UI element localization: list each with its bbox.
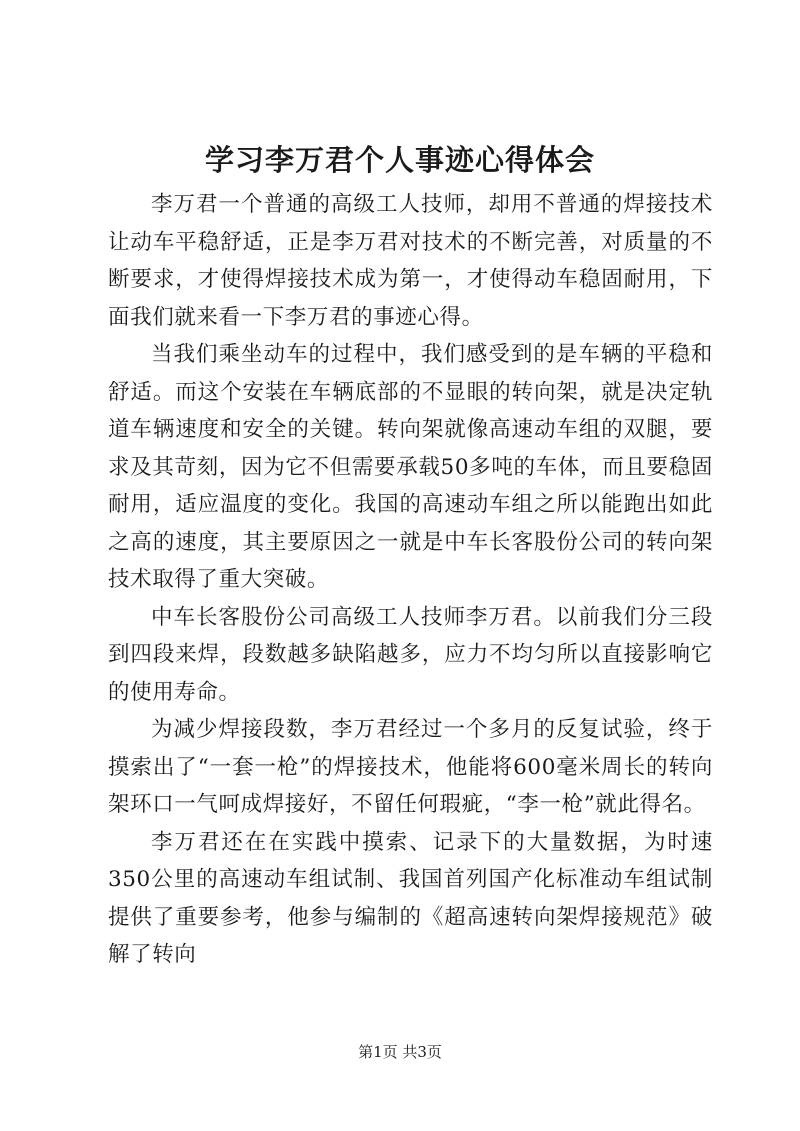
paragraph-4: 为减少焊接段数，李万君经过一个多月的反复试验，终于摸索出了“一套一枪”的焊接技术，他能将600毫米周长的转向架环口一气呵成焊接好，不留任何瑕疵，“李一枪”就此得名。 <box>108 717 713 817</box>
page-number-footer: 第1页 共3页 <box>358 1043 442 1061</box>
paragraph-2: 当我们乘坐动车的过程中，我们感受到的是车辆的平稳和舒适。而这个安装在车辆底部的不显眼的转向架，就是决定轨道车辆速度和安全的关键。转向架就像高速动车组的双腿，要求及其苛刻，因为它不但需要承载50多吨的车体，而且要稳固耐用，适应温度的变化。我国的高速动车组之所以能跑出如此之高的速度，其主要原因之一就是中车长客股份公司的转向架技术取得了重大突破。 <box>108 342 713 592</box>
paragraph-5: 李万君还在在实践中摸索、记录下的大量数据，为时速350公里的高速动车组试制、我国首列国产化标准动车组试制提供了重要参考，他参与编制的《超高速转向架焊接规范》破解了转向 <box>108 829 713 967</box>
document-body <box>108 186 713 974</box>
paragraph-3: 中车长客股份公司高级工人技师李万君。以前我们分三段到四段来焊，段数越多缺陷越多，应力不均匀所以直接影响它的使用寿命。 <box>108 604 713 705</box>
paragraph-1: 李万君一个普通的高级工人技师，却用不普通的焊接技术让动车平稳舒适，正是李万君对技术的不断完善，对质量的不断要求，才使得焊接技术成为第一，才使得动车稳固耐用，下面我们就来看一下李万君的事迹心得。 <box>108 192 713 330</box>
document-title: 学习李万君个人事迹心得体会 <box>204 143 595 177</box>
